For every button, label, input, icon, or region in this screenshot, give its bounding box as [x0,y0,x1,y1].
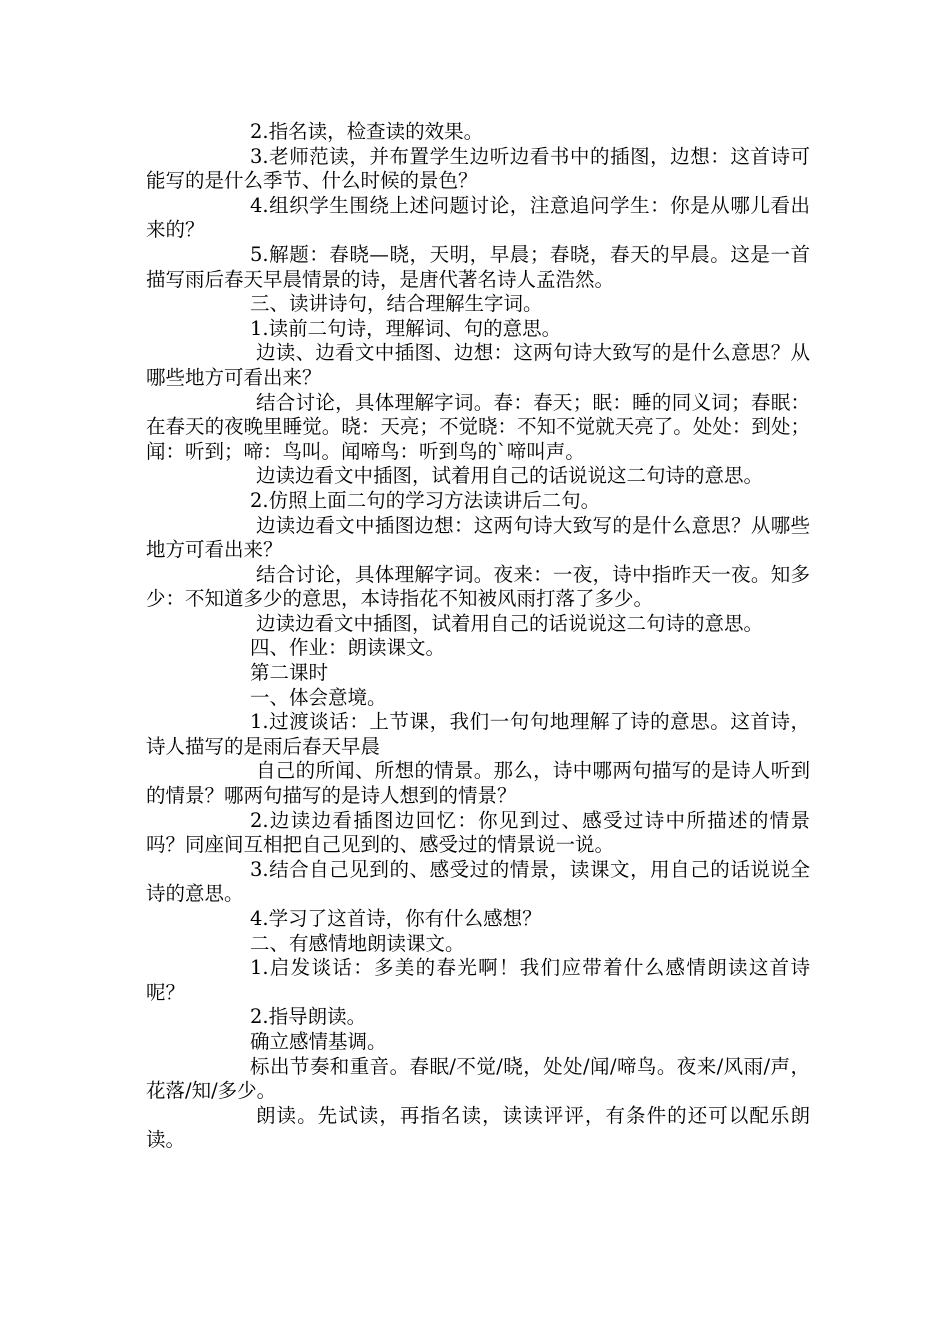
paragraph: 标出节奏和重音。春眠/不觉/晓，处处/闻/啼鸟。夜来/风雨/声，花落/知/多少。 [146,1054,810,1103]
paragraph: 3.结合自己见到的、感受过的情景，读课文，用自己的话说说全诗的意思。 [146,857,810,906]
paragraph: 1.过渡谈话：上节课，我们一句句地理解了诗的意思。这首诗，诗人描写的是雨后春天早晨 [146,710,810,758]
paragraph: 边读边看文中插图，试着用自己的话说说这二句诗的意思。 [256,611,764,635]
section-heading: 一、体会意境。 [250,685,387,709]
paragraph: 2.指导朗读。 [250,1005,367,1029]
paragraph: 边读边看文中插图边想：这两句诗大致写的是什么意思？从哪些地方可看出来？ [146,513,810,562]
paragraph: 自己的所闻、所想的情景。那么，诗中哪两句描写的是诗人听到的情景？哪两句描写的是诗人想到的情景？ [146,759,810,808]
paragraph: 5.解题：春晓—晓，天明，早晨；春晓，春天的早晨。这是一首描写雨后春天早晨情景的诗，是唐代著名诗人孟浩然。 [146,242,810,291]
paragraph: 4.组织学生围绕上述问题讨论，注意追问学生：你是从哪儿看出来的？ [146,193,810,242]
paragraph: 2.边读边看插图边回忆：你见到过、感受过诗中所描述的情景吗？同座间互相把自己见到的、感受过的情景说一说。 [146,808,810,857]
paragraph: 3.老师范读，并布置学生边听边看书中的插图，边想：这首诗可能写的是什么季节、什么时候的景色？ [146,144,810,193]
paragraph: 1.启发谈话：多美的春光啊！我们应带着什么感情朗读这首诗呢？ [146,956,810,1004]
section-heading: 二、有感情地朗读课文。 [250,931,465,955]
document-body [146,120,810,1153]
paragraph: 2.仿照上面二句的学习方法读讲后二句。 [250,488,601,512]
paragraph: 边读、边看文中插图、边想：这两句诗大致写的是什么意思？从哪些地方可看出来？ [146,341,810,389]
section-heading: 四、作业：朗读课文。 [250,636,446,660]
paragraph: 2.指名读，检查读的效果。 [250,120,484,143]
paragraph: 4.学习了这首诗，你有什么感想？ [250,907,542,930]
paragraph: 确立感情基调。 [250,1029,387,1053]
paragraph: 朗读。先试读，再指名读，读读评评，有条件的还可以配乐朗读。 [146,1103,810,1152]
paragraph: 结合讨论，具体理解字词。春：春天；眠：睡的同义词；春眠：在春天的夜晚里睡觉。晓：天亮；不觉晓：不知不觉就天亮了。处处：到处；闻：听到；啼：鸟叫。闻啼鸟：听到鸟的`啼叫声。 [146,390,810,463]
lesson-heading: 第二课时 [250,661,329,685]
paragraph: 结合讨论，具体理解字词。夜来：一夜，诗中指昨天一夜。知多少：不知道多少的意思，本诗指花不知被风雨打落了多少。 [146,562,810,611]
paragraph: 边读边看文中插图，试着用自己的话说说这二句诗的意思。 [256,464,764,488]
paragraph: 1.读前二句诗，理解词、句的意思。 [250,316,562,340]
section-heading: 三、读讲诗句，结合理解生字词。 [250,292,543,316]
